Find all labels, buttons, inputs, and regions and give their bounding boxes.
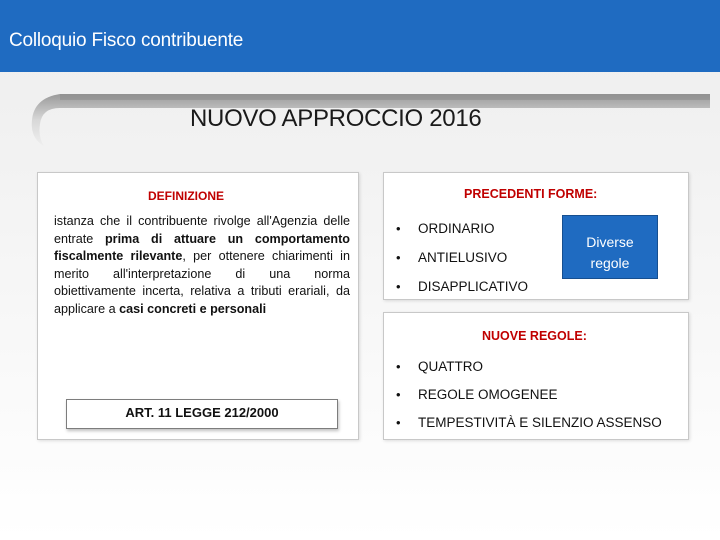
different-rules-note-line: regole xyxy=(590,255,630,271)
law-reference-box xyxy=(66,399,338,429)
law-reference-label: ART. 11 LEGGE 212/2000 xyxy=(125,405,279,420)
bullet-icon: • xyxy=(396,250,401,265)
list-item-label: TEMPESTIVITÀ E SILENZIO ASSENSO xyxy=(418,415,662,430)
bullet-icon: • xyxy=(396,387,401,402)
list-item xyxy=(396,279,528,294)
list-item-label: REGOLE OMOGENEE xyxy=(418,387,558,402)
slide-header-title: Colloquio Fisco contribuente xyxy=(9,30,244,51)
different-rules-note xyxy=(562,215,658,279)
list-item-label: ANTIELUSIVO xyxy=(418,250,508,265)
definition-text-emphasis-2: casi concreti e personali xyxy=(119,301,267,316)
different-rules-note-line: Diverse xyxy=(586,234,634,250)
list-item-label: ORDINARIO xyxy=(418,221,495,236)
definition-panel xyxy=(37,172,359,440)
new-rules-panel xyxy=(383,312,689,440)
slide-title: NUOVO APPROCCIO 2016 xyxy=(190,105,482,132)
list-item-label: QUATTRO xyxy=(418,359,483,374)
title-banner xyxy=(30,94,710,146)
new-rules-heading: NUOVE REGOLE: xyxy=(482,329,587,343)
previous-forms-panel xyxy=(383,172,689,300)
definition-text xyxy=(54,213,350,319)
bullet-icon: • xyxy=(396,221,401,236)
bullet-icon: • xyxy=(396,359,401,374)
list-item xyxy=(396,359,483,374)
list-item xyxy=(396,250,507,265)
list-item xyxy=(396,415,662,430)
definition-text-emphasis-1: prima di attuare un comportamento fiscalmente rilevante xyxy=(54,231,350,264)
definition-heading: DEFINIZIONE xyxy=(148,189,225,203)
different-rules-note-text xyxy=(563,232,657,274)
previous-forms-heading: PRECEDENTI FORME: xyxy=(464,187,598,201)
list-item xyxy=(396,387,558,402)
bullet-icon: • xyxy=(396,279,401,294)
slide-header xyxy=(0,0,720,72)
list-item xyxy=(396,221,495,236)
definition-text-part-1: istanza che il contribuente rivolge all'Agenzia delle entrate xyxy=(54,214,350,246)
list-item-label: DISAPPLICATIVO xyxy=(418,279,529,294)
bullet-icon: • xyxy=(396,415,401,430)
definition-text-part-2: , per ottenere chiarimenti in merito all'interpretazione di una norma obiettivamente incerta, relativa a tributi erariali, da applicare a xyxy=(54,249,350,316)
